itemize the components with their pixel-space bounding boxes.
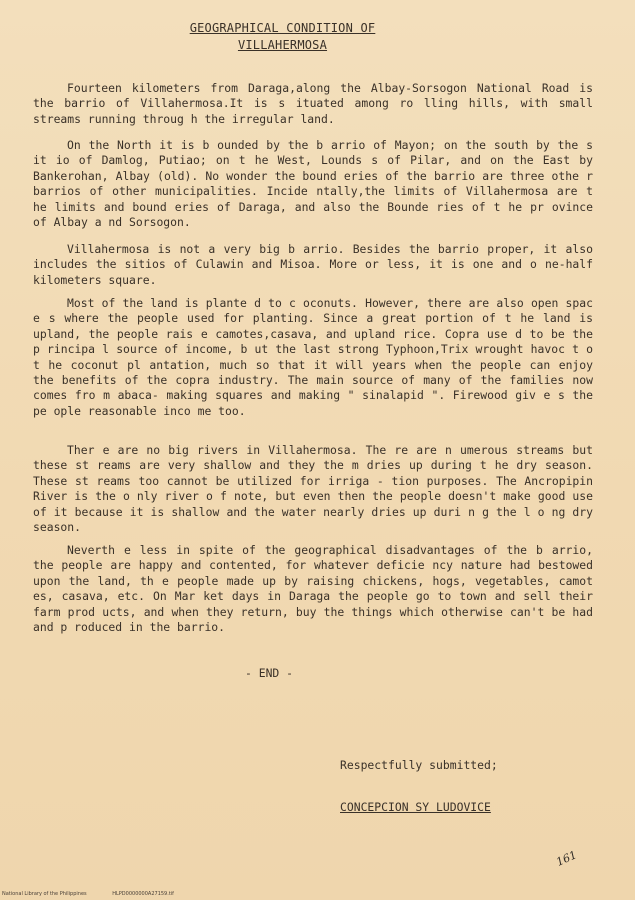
paragraph-land-use: Most of the land is plante d to c oconuts. However, there are also open spac e s where the people used for planting. Since a great portion of t he land is upland, the people rais e camotes,casava, and upland rice. Copra use d to be the p rincipa l source of income, b ut the last strong Typhoon,Trix wrought havoc t o t he coconut pl antation, much so that it will years when the people can enjoy the benefits of the copra industry. The main source of many of the families now comes fro m abaca- making squares and making " sinalapid ". Firewood giv e s the pe ople reasonable inco me too. xyxy=(33,296,593,418)
author-signature: CONCEPCION SY LUDOVICE xyxy=(340,800,491,814)
paragraph-people: Neverth e less in spite of the geographical disadvantages of the b arrio, the people are happy and contented, for whatever deficie ncy nature had bestowed upon the land, th e people made up by raising chickens, hogs, vegetables, camot es, casava, etc. On Mar ket days in Daraga the people go to town and sell their farm prod ucts, and when they return, buy the things which otherwise can't be had and p roduced in the barrio. xyxy=(33,543,593,635)
paragraph-size: Villahermosa is not a very big b arrio. Besides the barrio proper, it also includes the sitios of Culawin and Misoa. More or less, it is one and o ne-half kilometers square. xyxy=(33,242,593,287)
scan-footer xyxy=(2,891,198,897)
document-title: GEOGRAPHICAL CONDITION OF xyxy=(189,21,376,35)
handwritten-page-number: 161 xyxy=(554,848,579,869)
document-subtitle: VILLAHERMOSA xyxy=(237,38,328,52)
footer-library: National Library of the Philippines xyxy=(2,891,87,897)
closing-salutation: Respectfully submitted; xyxy=(340,758,498,772)
paragraph-boundaries: On the North it is b ounded by the b arrio of Mayon; on the south by the s it io of Damlog, Putiao; on t he West, Lounds s of Pilar, and on the East by Bankerohan, Albay (old). No wonder the bound eries of the barrio are three othe r barrios of other municipalities. Incide ntally,the limits of Villahermosa are t he limits and bound eries of Daraga, and also the Bounde ries of t he pr ovince of Albay a nd Sorsogon. xyxy=(33,138,593,230)
footer-file-id: HLPD0000000A27159.tif xyxy=(112,891,174,897)
paragraph-location: Fourteen kilometers from Daraga,along the Albay-Sorsogon National Road is the barrio of Villahermosa.It is s ituated among ro lling hills, with small streams running throug h the irregular land. xyxy=(33,81,593,126)
end-mark: - END - xyxy=(245,666,294,680)
paragraph-rivers: Ther e are no big rivers in Villahermosa. The re are n umerous streams but these st reams are very shallow and they the m dries up during t he dry season. These st reams too cannot be utilized for irriga - tion purposes. The Ancropipin River is the o nly river o f note, but even then the people doesn't make good use of it because it is shallow and the water nearly dries up duri n g the l o ng dry season. xyxy=(33,443,593,535)
